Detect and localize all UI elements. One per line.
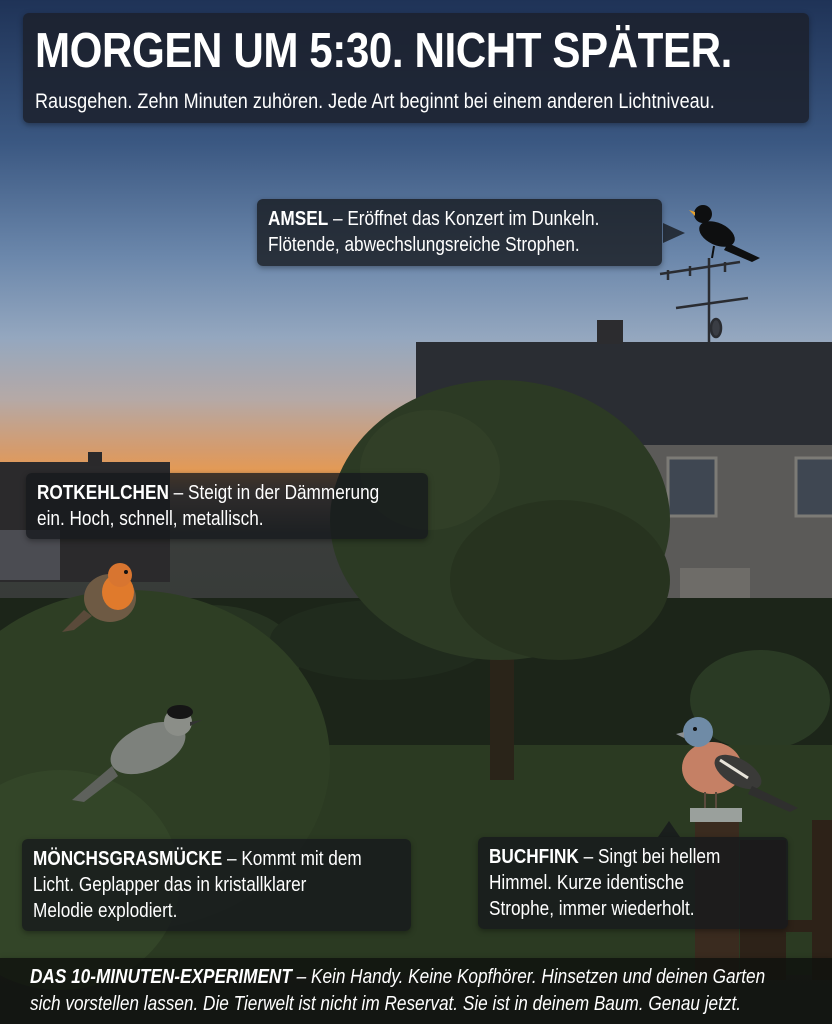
- label-rotkehlchen: [26, 473, 428, 539]
- bird-name-amsel: AMSEL: [268, 208, 329, 230]
- headline-card: [23, 13, 809, 123]
- pointer-to-chaffinch: [658, 821, 680, 837]
- label-buchfink: [478, 837, 788, 929]
- experiment-footer: [0, 958, 832, 1024]
- label-amsel: [257, 199, 662, 266]
- bird-desc-buchfink-3: Strophe, immer wiederholt.: [489, 898, 695, 920]
- bird-desc-amsel-2: Flötende, abwechslungsreiche Strophen.: [268, 234, 580, 256]
- bird-name-rotkehlchen: ROTKEHLCHEN: [37, 482, 169, 504]
- label-moenchsgrasmuecke: [22, 839, 411, 931]
- bird-desc-amsel-1: – Eröffnet das Konzert im Dunkeln.: [328, 208, 600, 230]
- footer-line-2: sich vorstellen lassen. Die Tierwelt ist nicht im Reservat. Sie ist in deinem Baum. Genau jetzt.: [30, 993, 742, 1015]
- bird-desc-moenchsgrasmuecke-3: Melodie explodiert.: [33, 900, 178, 922]
- page-subtitle: Rausgehen. Zehn Minuten zuhören. Jede Art beginnt bei einem anderen Lichtniveau.: [35, 90, 715, 113]
- page-title: MORGEN UM 5:30. NICHT SPÄTER.: [35, 24, 732, 78]
- bird-desc-moenchsgrasmuecke-2: Licht. Geplapper das in kristallklarer: [33, 874, 307, 896]
- bird-name-moenchsgrasmuecke: MÖNCHSGRASMÜCKE: [33, 848, 223, 870]
- bird-desc-buchfink-2: Himmel. Kurze identische: [489, 872, 685, 894]
- bird-desc-rotkehlchen-1: – Steigt in der Dämmerung: [168, 482, 380, 504]
- blackbird-icon: [689, 205, 760, 262]
- arrow-to-blackbird: [663, 223, 685, 243]
- bird-name-buchfink: BUCHFINK: [489, 846, 579, 868]
- bird-desc-buchfink-1: – Singt bei hellem: [578, 846, 721, 868]
- tv-antenna-icon: [660, 258, 748, 342]
- footer-lead: DAS 10-MINUTEN-EXPERIMENT: [30, 966, 292, 988]
- bird-desc-rotkehlchen-2: ein. Hoch, schnell, metallisch.: [37, 508, 264, 530]
- bird-desc-moenchsgrasmuecke-1: – Kommt mit dem: [222, 848, 362, 870]
- footer-line-1: – Kein Handy. Keine Kopfhörer. Hinsetzen und deinen Garten: [291, 966, 766, 988]
